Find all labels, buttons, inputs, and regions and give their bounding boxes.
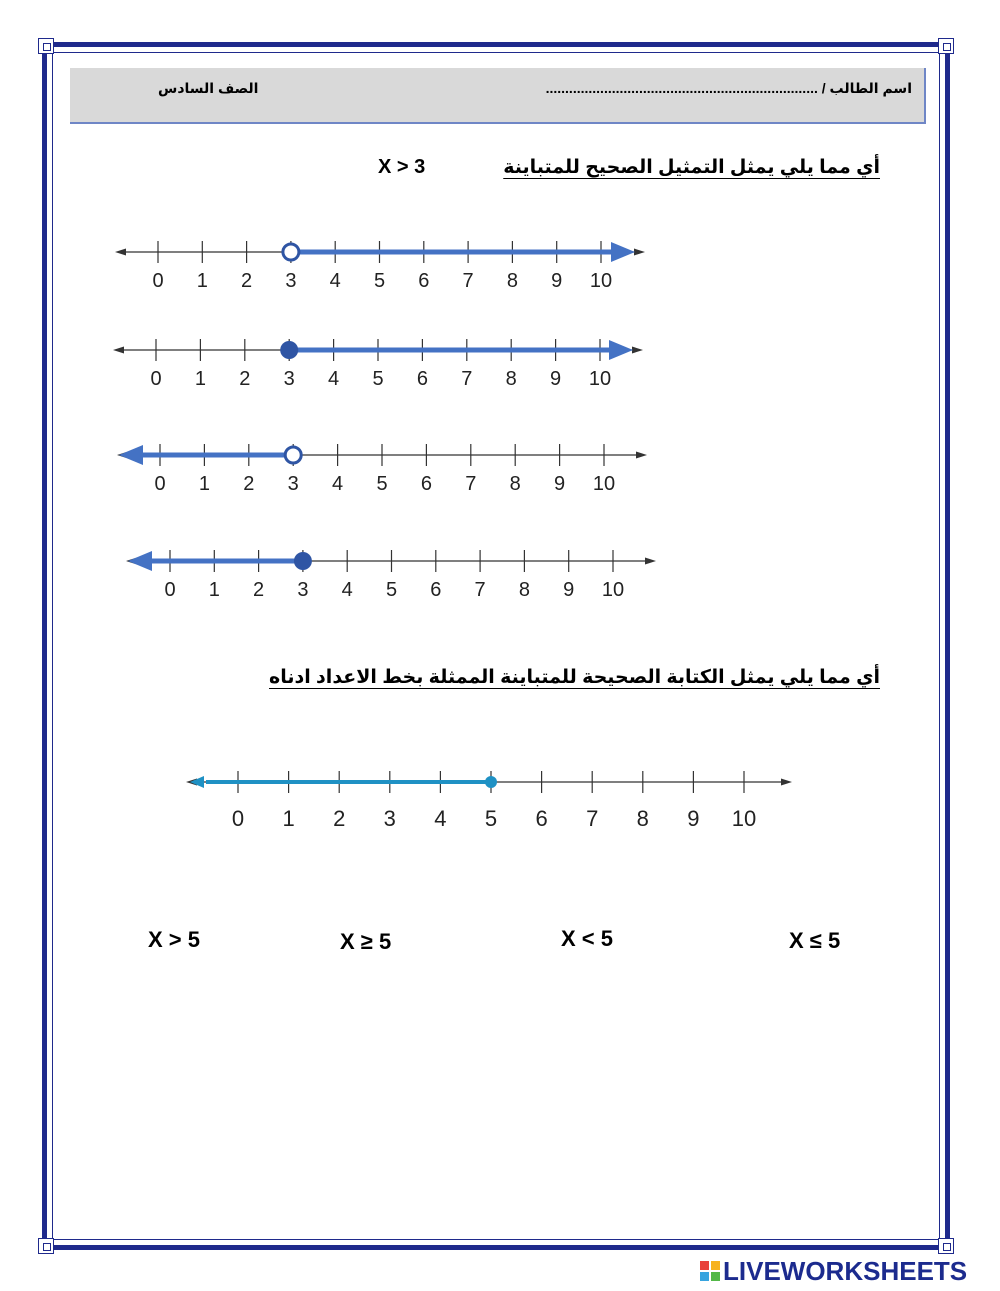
tick-label: 2 xyxy=(239,368,251,390)
tick-label: 5 xyxy=(373,270,386,292)
tick-label: 8 xyxy=(518,579,530,601)
tick-label: 1 xyxy=(282,806,295,831)
tick-label: 6 xyxy=(416,368,428,390)
liveworksheets-logo xyxy=(700,1256,967,1286)
tick-label: 7 xyxy=(461,368,473,390)
tick-label: 4 xyxy=(329,270,341,292)
tick-label: 3 xyxy=(285,270,297,292)
option-x-greater-equal-5[interactable]: X ≥ 5 xyxy=(340,929,392,954)
tick-label: 10 xyxy=(601,579,625,601)
solution-arrowhead xyxy=(190,776,204,788)
tick-label: 7 xyxy=(465,473,477,495)
option-x-less-equal-5[interactable]: X ≤ 5 xyxy=(789,928,841,953)
logo-square xyxy=(711,1272,720,1281)
tick-label: 10 xyxy=(731,806,757,831)
tick-label: 8 xyxy=(505,368,517,390)
tick-label: 9 xyxy=(687,806,700,831)
tick-label: 9 xyxy=(550,368,562,390)
tick-label: 4 xyxy=(434,806,447,831)
tick-label: 9 xyxy=(563,579,575,601)
tick-label: 8 xyxy=(636,806,649,831)
tick-label: 10 xyxy=(592,473,616,495)
tick-label: 2 xyxy=(243,473,255,495)
tick-label: 6 xyxy=(535,806,548,831)
tick-label: 7 xyxy=(474,579,486,601)
grade-label: الصف السادس xyxy=(158,80,259,96)
border-corner-ornament xyxy=(38,1238,54,1254)
axis-arrow-right xyxy=(781,779,792,786)
option-x-less-5[interactable]: X < 5 xyxy=(561,926,613,951)
logo-square xyxy=(700,1261,709,1270)
tick-label: 7 xyxy=(586,806,599,831)
tick-label: 1 xyxy=(194,368,206,390)
tick-label: 4 xyxy=(328,368,340,390)
tick-label: 3 xyxy=(287,473,299,495)
option-x-greater-5[interactable]: X > 5 xyxy=(148,927,200,952)
tick-label: 6 xyxy=(430,579,442,601)
tick-label: 0 xyxy=(152,270,164,292)
tick-label: 3 xyxy=(283,368,295,390)
tick-label: 9 xyxy=(551,270,563,292)
border-corner-ornament xyxy=(938,1238,954,1254)
tick-label: 7 xyxy=(462,270,474,292)
tick-label: 0 xyxy=(154,473,166,495)
tick-label: 10 xyxy=(588,368,612,390)
tick-label: 0 xyxy=(150,368,162,390)
tick-label: 1 xyxy=(196,270,208,292)
question-2-text: أي مما يلي يمثل الكتابة الصحيحة للمتباينة الممثلة بخط الاعداد ادناه xyxy=(269,667,880,688)
tick-label: 5 xyxy=(376,473,388,495)
logo-text: LIVEWORKSHEETS xyxy=(723,1255,968,1286)
logo-square xyxy=(700,1272,709,1281)
tick-label: 10 xyxy=(589,270,613,292)
tick-label: 6 xyxy=(420,473,432,495)
number-line-drawing xyxy=(186,771,792,831)
tick-label: 2 xyxy=(333,806,346,831)
tick-label: 2 xyxy=(253,579,265,601)
tick-label: 0 xyxy=(164,579,176,601)
closed-endpoint xyxy=(485,776,497,788)
tick-label: 5 xyxy=(372,368,384,390)
tick-label: 6 xyxy=(418,270,430,292)
student-name-label: اسم الطالب / ...................................................................... xyxy=(545,80,912,96)
tick-label: 8 xyxy=(506,270,518,292)
tick-label: 3 xyxy=(383,806,396,831)
question-1-text: أي مما يلي يمثل التمثيل الصحيح للمتباينة xyxy=(503,157,880,178)
tick-label: 4 xyxy=(341,579,353,601)
logo-square xyxy=(711,1261,720,1270)
tick-label: 1 xyxy=(208,579,220,601)
tick-label: 5 xyxy=(385,579,398,601)
tick-label: 8 xyxy=(509,473,521,495)
tick-label: 0 xyxy=(231,806,245,831)
tick-label: 5 xyxy=(484,806,498,831)
tick-label: 1 xyxy=(198,473,210,495)
logo-squares-icon xyxy=(700,1261,720,1281)
tick-label: 4 xyxy=(332,473,344,495)
tick-label: 2 xyxy=(241,270,253,292)
tick-label: 3 xyxy=(297,579,309,601)
question-1-inequality: X > 3 xyxy=(378,156,426,178)
tick-label: 9 xyxy=(554,473,566,495)
